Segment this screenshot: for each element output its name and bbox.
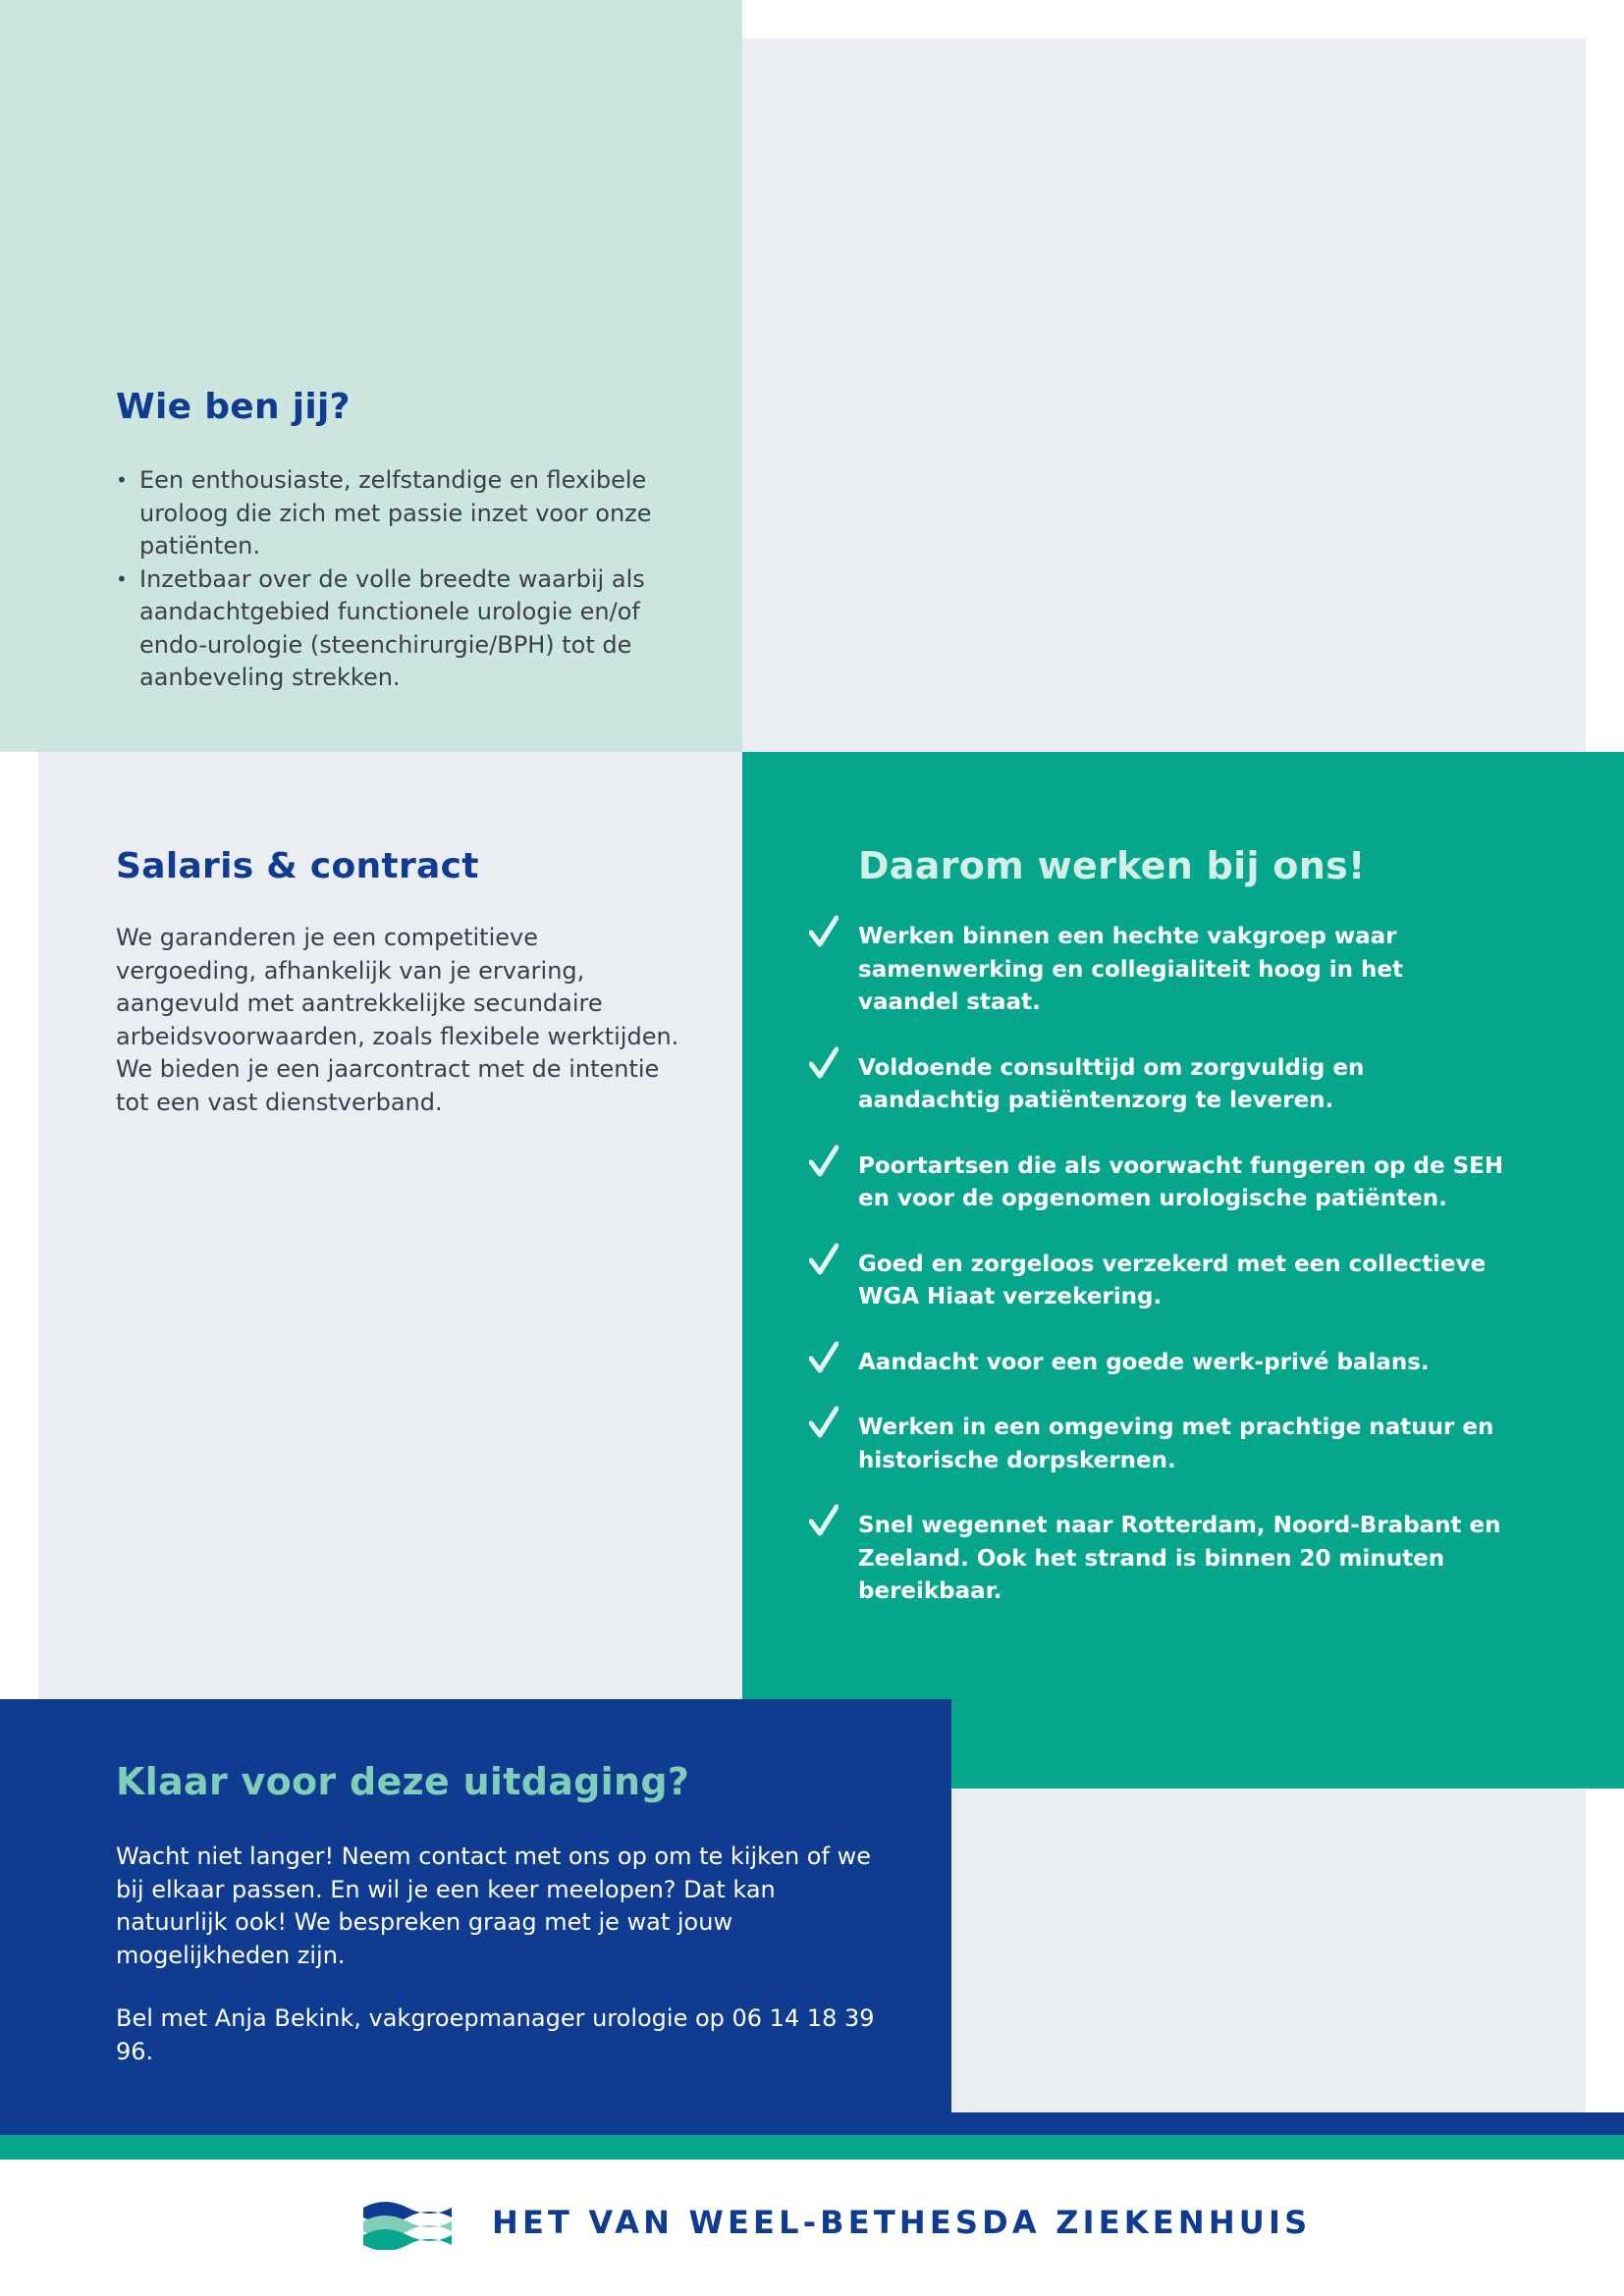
contact-suffix: . bbox=[145, 2037, 154, 2065]
daarom-item-text: Aandacht voor een goede werk-privé balans. bbox=[858, 1349, 1430, 1375]
list-item bbox=[858, 1510, 1506, 1609]
contact-role: vakgroepmanager urologie op bbox=[360, 2004, 732, 2032]
klaar-section bbox=[116, 1760, 892, 2068]
list-item bbox=[858, 1347, 1506, 1380]
list-item bbox=[858, 1412, 1506, 1477]
hospital-name: HET VAN WEEL-BETHESDA ZIEKENHUIS bbox=[492, 2204, 1312, 2241]
hospital-logo bbox=[363, 2196, 452, 2250]
background-panel-grey-bottom bbox=[951, 1789, 1586, 2112]
contact-prefix: Bel met bbox=[116, 2004, 215, 2032]
check-icon bbox=[809, 1243, 839, 1276]
list-item bbox=[858, 1150, 1506, 1216]
check-icon bbox=[809, 1406, 839, 1439]
klaar-heading: Klaar voor deze uitdaging? bbox=[116, 1760, 690, 1803]
daarom-item-text: Werken in een omgeving met prachtige natuur en historische dorpskernen. bbox=[858, 1415, 1494, 1473]
list-item bbox=[858, 1249, 1506, 1314]
daarom-item-text: Poortartsen die als voorwacht fungeren op de SEH en voor de opgenomen urologische patiënten. bbox=[858, 1152, 1504, 1211]
check-icon bbox=[809, 1341, 839, 1374]
daarom-section bbox=[858, 844, 1506, 1641]
daarom-item-text: Voldoende consulttijd om zorgvuldig en aandachtig patiëntenzorg te leveren. bbox=[858, 1054, 1365, 1113]
klaar-body: Wacht niet langer! Neem contact met ons op om te kijken of we bij elkaar passen. En wil je een keer meelopen? Dat kan natuurlijk ook! We bespreken graag met je wat jouw mogelijkheden zijn. bbox=[116, 1842, 871, 1969]
contact-name: Anja Bekink, bbox=[214, 2004, 361, 2032]
salaris-body: We garanderen je een competitieve vergoeding, afhankelijk van je ervaring, aangevuld met aantrekkelijke secundaire arbeidsvoorwaarden, zoals flexibele werktijden. We bieden je een jaarcontract met de intentie tot een vast dienstverband. bbox=[116, 924, 679, 1116]
contact-line bbox=[116, 2002, 892, 2068]
list-item: • Een enthousiaste, zelfstandige en flexibele uroloog die zich met passie inzet voor onze patiënten. bbox=[116, 464, 685, 563]
wie-ben-jij-section bbox=[116, 387, 685, 695]
daarom-heading: Daarom werken bij ons! bbox=[858, 844, 1366, 887]
check-icon bbox=[809, 915, 839, 948]
daarom-item-text: Snel wegennet naar Rotterdam, Noord-Brabant en Zeeland. Ook het strand is binnen 20 minuten bereikbaar. bbox=[858, 1513, 1501, 1604]
check-icon bbox=[809, 1046, 839, 1080]
footer-bar-navy bbox=[0, 2112, 1624, 2135]
check-icon bbox=[809, 1504, 839, 1537]
list-item: • Inzetbaar over de volle breedte waarbij als aandachtgebied functionele urologie en/of endo-urologie (steenchirurgie/BPH) tot de aanbeveling strekken. bbox=[116, 563, 685, 695]
list-item bbox=[858, 1052, 1506, 1118]
salaris-heading: Salaris & contract bbox=[116, 846, 479, 886]
wie-ben-jij-list bbox=[116, 464, 685, 695]
salaris-section bbox=[116, 846, 685, 1119]
contact-phone[interactable]: 06 14 18 39 96 bbox=[116, 2004, 875, 2065]
daarom-item-text: Werken binnen een hechte vakgroep waar samenwerking en collegialiteit hoog in het vaandel staat. bbox=[858, 924, 1403, 1015]
footer-bar-teal bbox=[0, 2135, 1624, 2160]
daarom-item-text: Goed en zorgeloos verzekerd met een collectieve WGA Hiaat verzekering. bbox=[858, 1251, 1487, 1309]
check-icon bbox=[809, 1145, 839, 1178]
daarom-list bbox=[858, 921, 1506, 1609]
list-item bbox=[858, 921, 1506, 1020]
wie-ben-jij-heading: Wie ben jij? bbox=[116, 387, 351, 427]
